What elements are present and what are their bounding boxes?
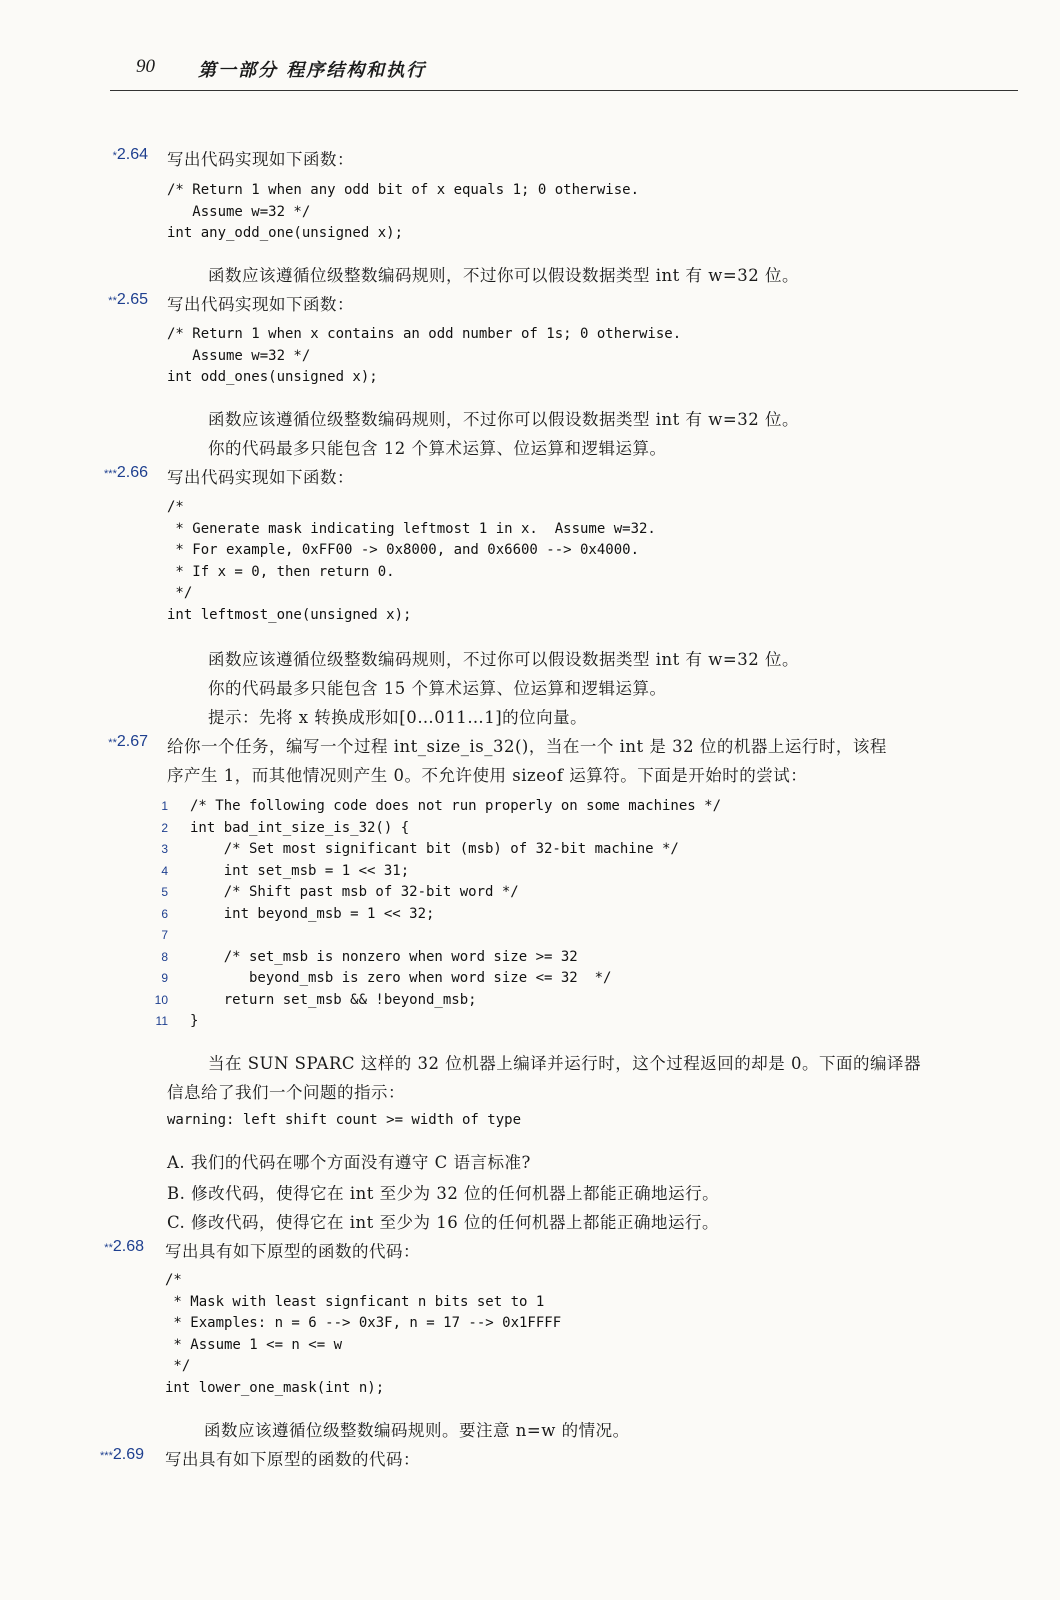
explanation: 当在 SUN SPARC 这样的 32 位机器上编译并运行时，这个过程返回的却是 0。下面的编译器 <box>208 1054 921 1073</box>
problem-note: 函数应该遵循位级整数编码规则，不过你可以假设数据类型 int 有 w=32 位。 <box>208 266 799 285</box>
code-text: /* set_msb is nonzero when word size >= 32 <box>190 948 578 965</box>
problem-number-2-65: **2.65 <box>108 291 148 308</box>
code-line <box>150 925 721 947</box>
code-line <box>150 796 721 818</box>
problem-prompt: 写出具有如下原型的函数的代码： <box>165 1242 420 1261</box>
numbered-code-block <box>150 796 721 1033</box>
problem-note: 函数应该遵循位级整数编码规则，不过你可以假设数据类型 int 有 w=32 位。 <box>208 650 799 669</box>
code-text: return set_msb && !beyond_msb; <box>190 991 477 1008</box>
page-number: 90 <box>136 56 155 77</box>
code-line <box>150 818 721 840</box>
line-number: 5 <box>161 885 168 899</box>
line-number: 4 <box>161 863 168 878</box>
line-number: 6 <box>161 906 168 921</box>
problem-number-2-64: *2.64 <box>112 146 148 163</box>
compiler-warning: warning: left shift count >= width of type <box>167 1112 522 1128</box>
code-text: /* Set most significant bit (msb) of 32-bit machine */ <box>190 841 679 857</box>
explanation-cont: 信息给了我们一个问题的指示： <box>167 1083 405 1102</box>
code-line <box>150 990 721 1012</box>
problem-hint: 提示：先将 x 转换成形如[0…011…1]的位向量。 <box>208 708 588 727</box>
code-text: int beyond_msb = 1 << 32; <box>190 905 435 922</box>
code-text: int bad_int_size_is_32() { <box>190 819 410 836</box>
line-number: 2 <box>161 820 168 835</box>
code-block: /* * Mask with least signficant n bits set to 1 * Examples: n = 6 --> 0x3F, n = 17 --> 0x1FFFF * Assume 1 <= n <= w */ int lower_one_mask(int n); <box>165 1272 562 1396</box>
code-text: /* Shift past msb of 32-bit word */ <box>190 884 519 900</box>
problem-note: 你的代码最多只能包含 12 个算术运算、位运算和逻辑运算。 <box>208 439 667 458</box>
running-header <box>110 52 1018 91</box>
problem-note: 函数应该遵循位级整数编码规则。要注意 n=w 的情况。 <box>204 1421 630 1440</box>
line-number: 3 <box>161 842 168 856</box>
problem-prompt: 写出代码实现如下函数： <box>167 295 354 314</box>
code-text: } <box>190 1013 199 1029</box>
code-block: /* Return 1 when x contains an odd number of 1s; 0 otherwise. Assume w=32 */ int odd_ones(unsigned x); <box>167 326 682 385</box>
question-b: B. 修改代码，使得它在 int 至少为 32 位的任何机器上都能正确地运行。 <box>167 1184 720 1203</box>
question-c: C. 修改代码，使得它在 int 至少为 16 位的任何机器上都能正确地运行。 <box>167 1213 720 1232</box>
code-line <box>150 947 721 969</box>
code-text: beyond_msb is zero when word size <= 32 */ <box>190 970 612 986</box>
problem-number-2-67: **2.67 <box>108 733 148 750</box>
code-text: int set_msb = 1 << 31; <box>190 862 410 879</box>
question-a: A. 我们的代码在哪个方面没有遵守 C 语言标准? <box>167 1153 531 1172</box>
problem-prompt: 写出代码实现如下函数： <box>167 468 354 487</box>
line-number: 11 <box>155 1014 168 1028</box>
problem-prompt-cont: 序产生 1，而其他情况则产生 0。不允许使用 sizeof 运算符。下面是开始时的尝试： <box>167 766 808 785</box>
problem-prompt: 写出具有如下原型的函数的代码： <box>165 1450 420 1469</box>
code-line <box>150 904 721 926</box>
code-line <box>150 882 721 904</box>
problem-number-2-68: **2.68 <box>104 1238 144 1255</box>
problem-note: 你的代码最多只能包含 15 个算术运算、位运算和逻辑运算。 <box>208 679 667 698</box>
code-text: /* The following code does not run properly on some machines */ <box>190 798 722 814</box>
code-line <box>150 1011 721 1033</box>
code-line <box>150 861 721 883</box>
line-number: 1 <box>161 799 168 813</box>
line-number: 10 <box>154 992 168 1007</box>
problem-number-2-66: ***2.66 <box>104 464 148 481</box>
line-number: 7 <box>161 928 168 942</box>
line-number: 9 <box>161 971 168 985</box>
code-block: /* Return 1 when any odd bit of x equals 1; 0 otherwise. Assume w=32 */ int any_odd_one(unsigned x); <box>167 182 640 241</box>
line-number: 8 <box>161 949 168 964</box>
code-block: /* * Generate mask indicating leftmost 1 in x. Assume w=32. * For example, 0xFF00 -> 0x8000, and 0x6600 --> 0x4000. * If x = 0, then return 0. */ int leftmost_one(unsigned x); <box>167 499 656 623</box>
problem-note: 函数应该遵循位级整数编码规则，不过你可以假设数据类型 int 有 w=32 位。 <box>208 410 799 429</box>
problem-prompt: 写出代码实现如下函数： <box>167 150 354 169</box>
problem-number-2-69: ***2.69 <box>100 1446 144 1463</box>
code-line <box>150 839 721 861</box>
running-title: 第一部分 程序结构和执行 <box>198 60 427 81</box>
problem-prompt: 给你一个任务，编写一个过程 int_size_is_32()，当在一个 int 是 32 位的机器上运行时，该程 <box>167 737 887 756</box>
code-line <box>150 968 721 990</box>
